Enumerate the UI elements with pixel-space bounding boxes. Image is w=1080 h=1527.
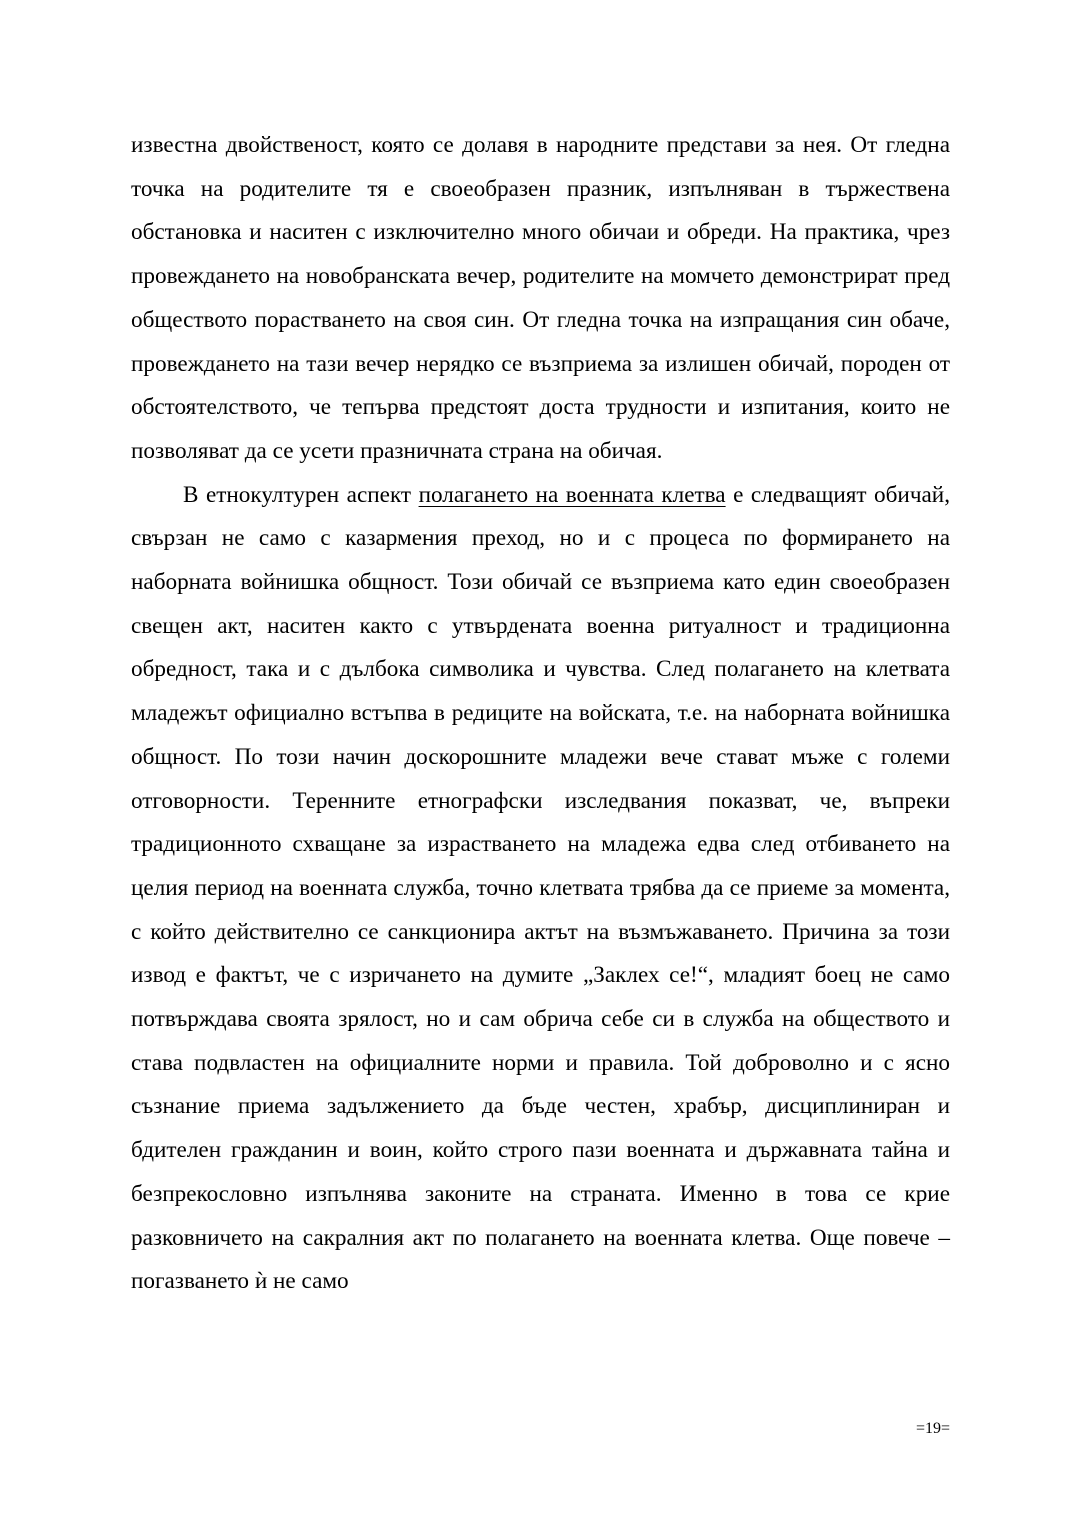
- paragraph-2-rest: е следващият обичай, свързан не само с казармения преход, но и с процеса по формирането на набoрната войнишка общност. Този обичай се възприема като един своеобразен свещен акт, наситен както с утвърдената военна ритуалност и традиционна обредност, така и с дълбока символика и чувства. След полагането на клетвата младежът официално встъпва в редиците на войската, т.е. на набoрната войнишка общност. По този начин доскорошните младежи вече стават мъже с големи отговорности. Теренните етнографски изследвания показват, че, въпреки традиционното схващане за израстването на младежа едва след отбиването на целия период на военната служба, точно клетвата трябва да се приеме за момента, с който действително се санкционира актът на възмъжаването. Причина за този извод е фактът, че с изричането на думите „Заклех се!“, младият боец не само потвърждава своята зрялост, но и сам обрича себе си в служба на обществото и става подвластен на официалните норми и правила. Той доброволно и с ясно съзнание приема задължението да бъде честен, храбър, дисциплиниран и бдителен гражданин и воин, който строго пази военната и държавната тайна и безпрекословно изпълнява законите на страната. Именно в това се крие разковничето на сакралния акт по полагането на военната клетва. Още повече – погазването ѝ не само: [131, 481, 950, 1295]
- paragraph-2: [131, 474, 950, 1304]
- underlined-term: полагането на военната клетва: [418, 481, 726, 508]
- page-number: =19=: [915, 1420, 950, 1437]
- paragraph-2-lead: В етнокултурен аспект: [183, 481, 419, 508]
- document-body: [131, 124, 950, 1304]
- paragraph-1: известна двойственост, която се долавя в народните представи за нея. От гледна точка на родителите тя е своеобразен празник, изпълняван в тържествена обстановка и наситен с изключително много обичаи и обреди. На практика, чрез провеждането на новобранската вечер, родителите на момчето демонстрират пред обществото порастването на своя син. От гледна точка на изпращания син обаче, провеждането на тази вечер нерядко се възприема за излишен обичай, породен от обстоятелството, че тепърва предстоят доста трудности и изпитания, които не позволяват да се усети празничната страна на обичая.: [131, 132, 950, 464]
